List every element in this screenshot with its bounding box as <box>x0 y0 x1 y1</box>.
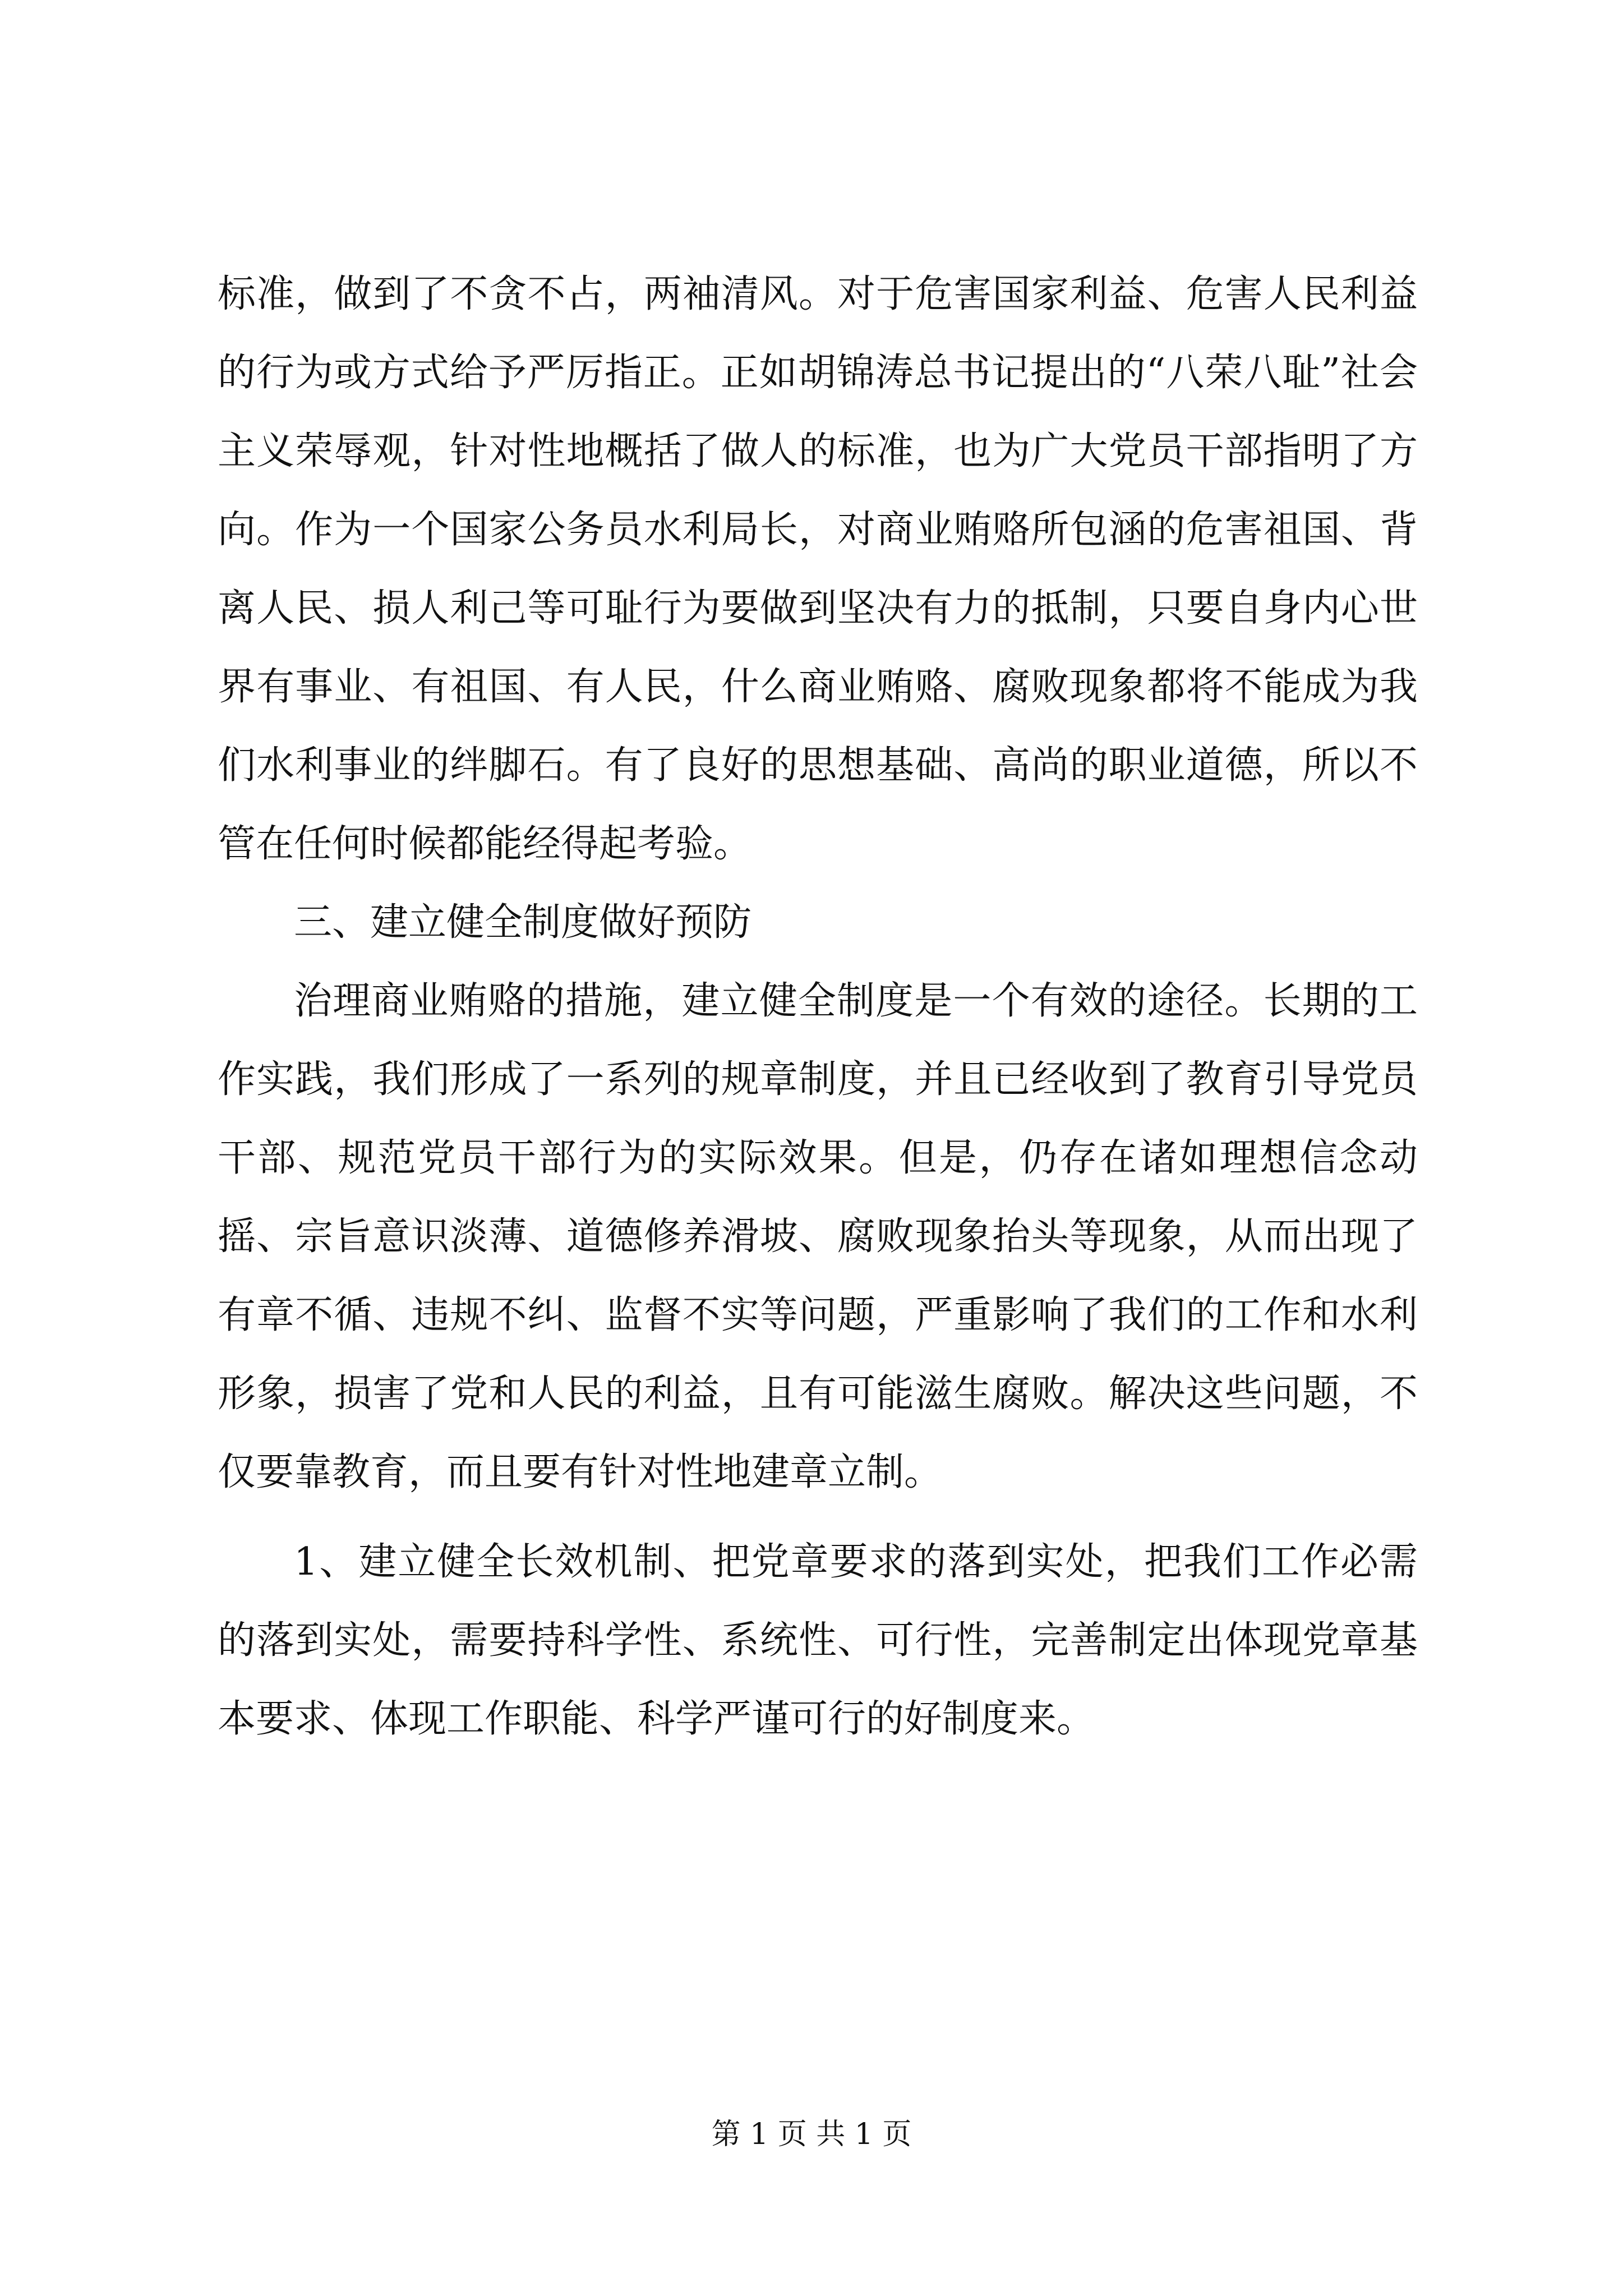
section-heading: 三、建立健全制度做好预防 <box>294 900 752 945</box>
document-body <box>218 255 1418 1759</box>
paragraph-continuation: 标准，做到了不贪不占，两袖清风。对于危害国家利益、危害人民利益的行为或方式给予严厉指正。正如胡锦涛总书记提出的“八荣八耻”社会主义荣辱观，针对性地概括了做人的标准，也为广大党员干部指明了方向。作为一个国家公务员水利局长，对商业贿赂所包涵的危害祖国、背离人民、损人利己等可耻行为要做到坚决有力的抵制，只要自身内心世界有事业、有祖国、有人民，什么商业贿赂、腐败现象都将不能成为我们水利事业的绊脚石。有了良好的思想基础、高尚的职业道德，所以不管在任何时候都能经得起考验。 <box>218 272 1418 866</box>
page-footer: 第 1 页 共 1 页 <box>711 2118 912 2151</box>
paragraph-item-1: 1、建立健全长效机制、把党章要求的落到实处，把我们工作必需的落到实处，需要持科学性、系统性、可行性，完善制定出体现党章基本要求、体现工作职能、科学严谨可行的好制度来。 <box>218 1540 1418 1741</box>
paragraph-measures: 治理商业贿赂的措施，建立健全制度是一个有效的途径。长期的工作实践，我们形成了一系列的规章制度，并且已经收到了教育引导党员干部、规范党员干部行为的实际效果。但是，仍存在诸如理想信念动摇、宗旨意识淡薄、道德修养滑坡、腐败现象抬头等现象，从而出现了有章不循、违规不纠、监督不实等问题，严重影响了我们的工作和水利形象，损害了党和人民的利益，且有可能滋生腐败。解决这些问题，不仅要靠教育，而且要有针对性地建章立制。 <box>218 979 1418 1494</box>
